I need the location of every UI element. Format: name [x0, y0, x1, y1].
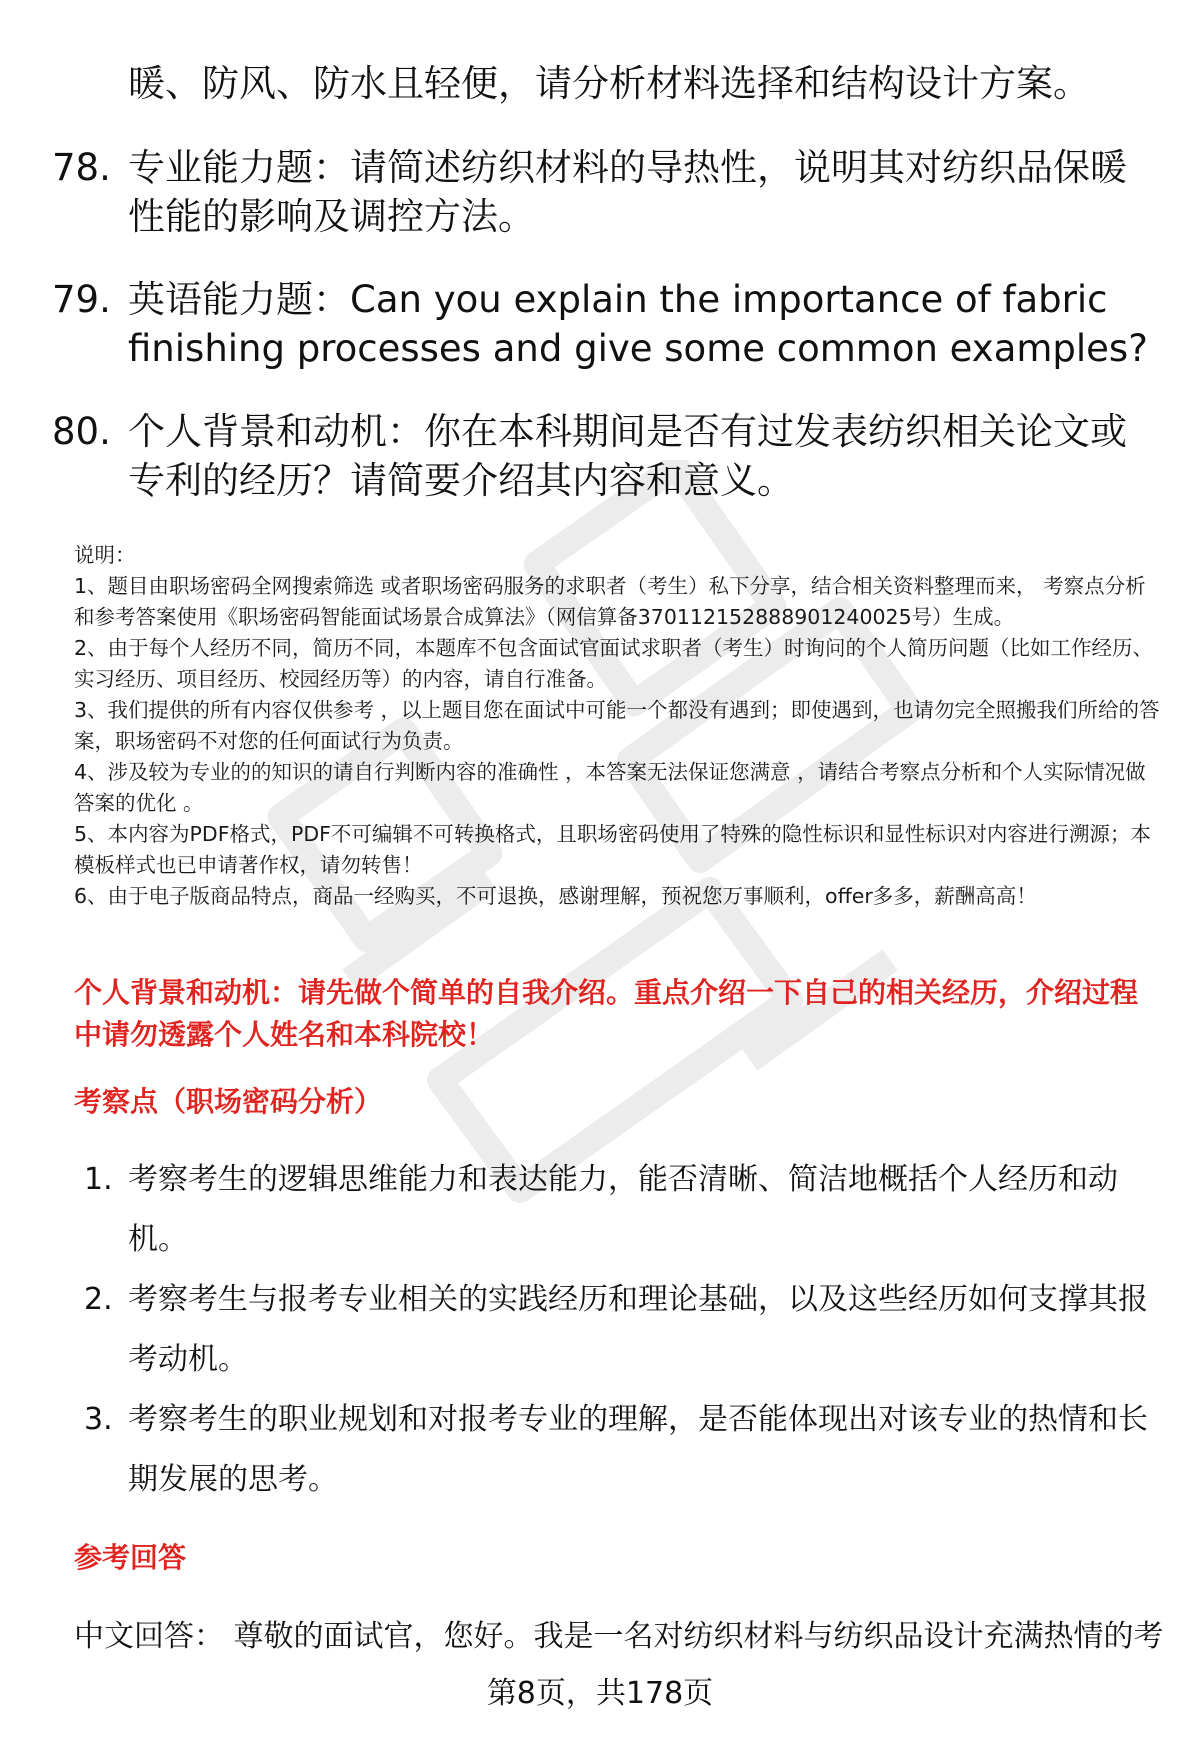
assessment-list — [84, 1150, 1174, 1510]
question-number: 79. — [52, 278, 111, 321]
point-number: 1. — [84, 1162, 113, 1197]
assessment-title: 考察点（职场密码分析） — [74, 1085, 383, 1118]
page-footer: 第8页，共178页 — [486, 1676, 714, 1711]
point-text: 考察考生与报考专业相关的实践经历和理论基础，以及这些经历如何支撑其报考动机。 — [128, 1282, 1148, 1377]
question-number: 78. — [52, 146, 111, 189]
question-text: 个人背景和动机：你在本科期间是否有过发表纺织相关论文或专利的经历？请简要介绍其内容和意义。 — [128, 410, 1127, 502]
answer-title: 参考回答 — [74, 1541, 187, 1574]
answer-text: 中文回答： 尊敬的面试官，您好。我是一名对纺织材料与纺织品设计充满热情的考 — [74, 1619, 1164, 1654]
prompt-question: 个人背景和动机：请先做个简单的自我介绍。重点介绍一下自己的相关经历，介绍过程中请勿透露个人姓名和本科院校！ — [74, 976, 1139, 1051]
point-number: 2. — [84, 1282, 113, 1317]
point-text: 考察考生的逻辑思维能力和表达能力，能否清晰、简洁地概括个人经历和动机。 — [128, 1162, 1118, 1257]
note-item: 2、由于每个人经历不同，简历不同，本题库不包含面试官面试求职者（考生）时询问的个人简历问题（比如工作经历、实习经历、项目经历、校园经历等）的内容，请自行准备。 — [74, 636, 1154, 691]
note-item: 5、本内容为PDF格式，PDF不可编辑不可转换格式，且职场密码使用了特殊的隐性标识和显性标识对内容进行溯源；本模板样式也已申请著作权，请勿转售！ — [74, 822, 1151, 877]
question-text: 专业能力题：请简述纺织材料的导热性，说明其对纺织品保暖性能的影响及调控方法。 — [128, 146, 1127, 238]
question-number: 80. — [52, 410, 111, 453]
note-item: 3、我们提供的所有内容仅供参考 ，以上题目您在面试中可能一个都没有遇到；即使遇到，也请勿完全照搬我们所给的答案，职场密码不对您的任何面试行为负责。 — [74, 698, 1160, 753]
assessment-point — [84, 1270, 1174, 1390]
question-item — [52, 275, 1162, 373]
question-text: 英语能力题：Can you explain the importance of fabric finishing processes and give some common examples? — [128, 278, 1148, 370]
note-item: 6、由于电子版商品特点，商品一经购买，不可退换，感谢理解，预祝您万事顺利，offer多多，薪酬高高！ — [74, 884, 1037, 908]
point-text: 考察考生的职业规划和对报考专业的理解，是否能体现出对该专业的热情和长期发展的思考。 — [128, 1402, 1148, 1497]
assessment-point — [84, 1150, 1174, 1270]
note-item: 4、涉及较为专业的的知识的请自行判断内容的准确性 ，本答案无法保证您满意 ，请结合考察点分析和个人实际情况做答案的优化 。 — [74, 760, 1146, 815]
notes-title: 说明： — [74, 543, 136, 567]
point-number: 3. — [84, 1402, 113, 1437]
notes-section — [74, 540, 1164, 912]
assessment-point — [84, 1390, 1174, 1510]
note-item: 1、题目由职场密码全网搜索筛选 或者职场密码服务的求职者（考生）私下分享，结合相关资料整理而来， 考察点分析和参考答案使用《职场密码智能面试场景合成算法》（网信算备370112152888901240025号）生成。 — [74, 574, 1146, 629]
question-item — [52, 407, 1162, 505]
question-item — [52, 143, 1162, 241]
question-continuation: 暖、防风、防水且轻便，请分析材料选择和结构设计方案。 — [128, 62, 1090, 105]
